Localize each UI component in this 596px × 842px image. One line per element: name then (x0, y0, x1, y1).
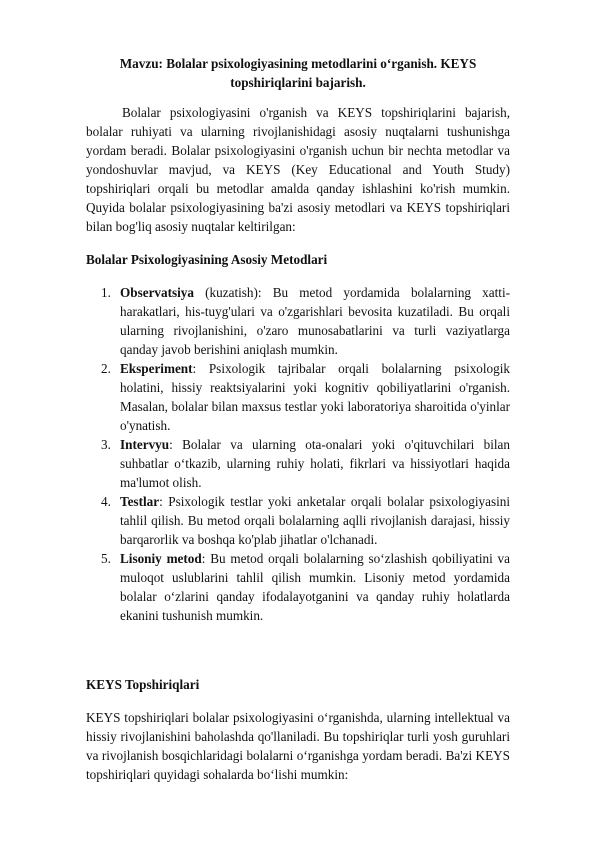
method-term: Observatsiya (120, 285, 194, 300)
title-line-2: topshiriqlarini bajarish. (230, 75, 366, 90)
method-text: : Bolalar va ularning ota-onalari yoki o'qituvchilari bilan suhbatlar o‘tkazib, ularning ruhiy holati, fikrlari va hissiyotlari haqida ma'lumot olish. (120, 437, 510, 490)
list-number: 1. (101, 285, 111, 300)
spacer (86, 625, 510, 675)
list-number: 4. (101, 494, 111, 509)
method-text: : Psixologik tajribalar orqali bolalarning psixologik holatini, hissiy reaktsiyalarini yoki kognitiv qobiliyatlarini o'rganish. Masalan, bolalar bilan maxsus testlar yoki laboratoriya sharoitida o'yinlar o'ynatish. (120, 361, 510, 433)
keys-heading: KEYS Topshiriqlari (86, 677, 200, 692)
list-number: 2. (101, 361, 111, 376)
method-term: Eksperiment (120, 361, 193, 376)
method-term: Testlar (120, 494, 160, 509)
list-item (86, 435, 510, 492)
methods-list (86, 283, 510, 625)
title-line-1: Mavzu: Bolalar psixologiyasining metodlarini o‘rganish. KEYS (119, 56, 477, 71)
methods-heading: Bolalar Psixologiyasining Asosiy Metodlari (86, 252, 328, 267)
list-number: 3. (101, 437, 111, 452)
list-item (86, 549, 510, 625)
method-term: Lisoniy metod (120, 551, 202, 566)
list-item (86, 283, 510, 359)
method-text: : Psixologik testlar yoki anketalar orqali bolalar psixologiyasini tahlil qilish. Bu metod orqali bolalarning aqlli rivojlanish darajasi, hissiy barqarorlik va boshqa ko'plab jihatlar o'lchanadi. (120, 494, 510, 547)
method-text: : Bu metod orqali bolalarning so‘zlashish qobiliyatini va muloqot uslublarini tahlil qilish mumkin. Lisoniy metod yordamida bolalar o‘zlarini qanday ifodalayotganini va qanday ruhiy holatlarda ekanini tushunish mumkin. (120, 551, 510, 623)
document-page (86, 54, 510, 798)
method-text: (kuzatish): Bu metod yordamida bolalarning xatti-harakatlari, his-tuyg'ulari va o'zgarishlari bevosita kuzatiladi. Bu orqali ularning rivojlanishini, o'zaro munosabatlarini va turli vaziyatlarga qanday javob berishini aniqlash mumkin. (120, 285, 510, 357)
method-term: Intervyu (120, 437, 170, 452)
document-title (86, 54, 510, 92)
keys-paragraph: KEYS topshiriqlari bolalar psixologiyasini o‘rganishda, ularning intellektual va hissiy rivojlanishini baholashda qo'llaniladi. Bu topshiriqlar turli yosh guruhlari va rivojlanish bosqichlaridagi bolalarni o‘rganishga yordam beradi. Ba'zi KEYS topshiriqlari quyidagi sohalarda bo‘lishi mumkin: (86, 710, 510, 782)
intro-paragraph: Bolalar psixologiyasini o'rganish va KEYS topshiriqlarini bajarish, bolalar ruhiyati va ularning rivojlanishidagi asosiy nuqtalarni tushunishga yordam beradi. Bolalar psixologiyasini o'rganish uchun bir nechta metodlar va yondoshuvlar mavjud, va KEYS (Key Educational and Youth Study) topshiriqlari orqali bu metodlar amalda qanday ishlashini ko'rish mumkin. Quyida bolalar psixologiyasining ba'zi asosiy metodlari va KEYS topshiriqlari bilan bog'liq asosiy nuqtalar keltirilgan: (86, 105, 510, 234)
list-number: 5. (101, 551, 111, 566)
list-item (86, 359, 510, 435)
list-item (86, 492, 510, 549)
